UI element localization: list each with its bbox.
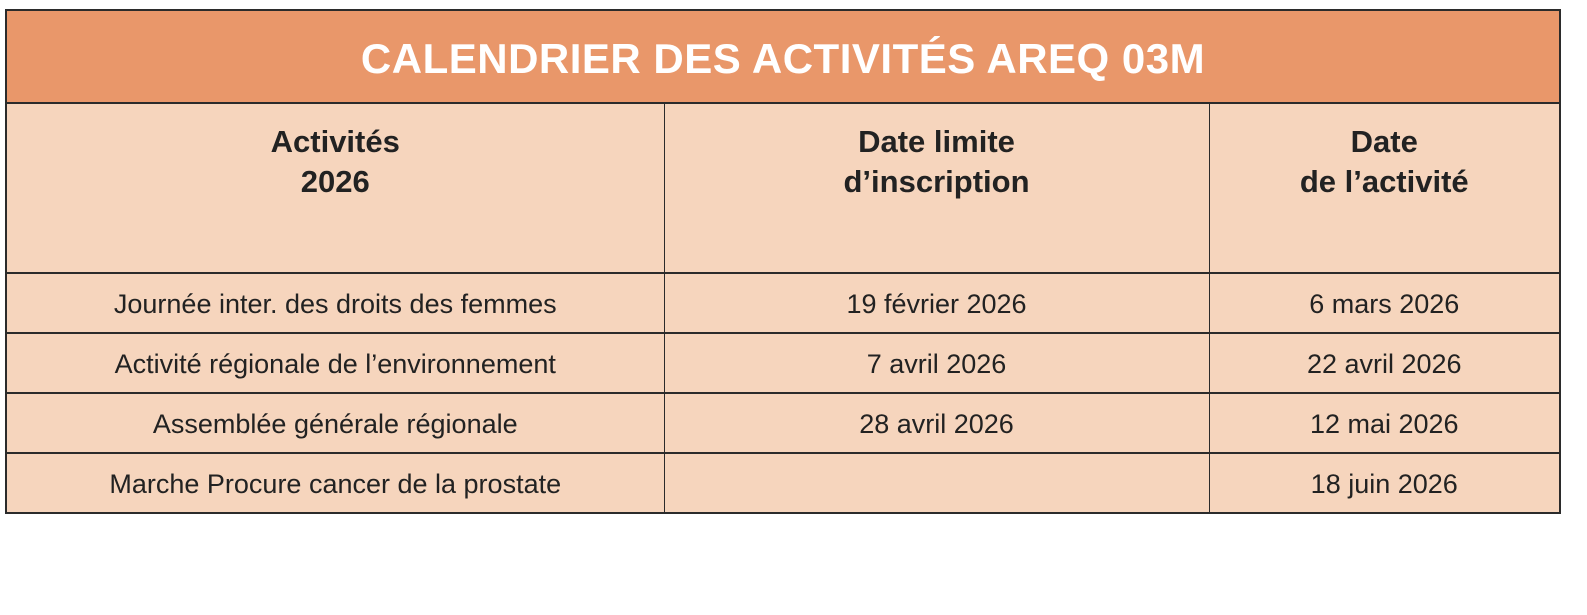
activity-cell: Activité régionale de l’environnement: [7, 333, 664, 393]
activity-cell: Marche Procure cancer de la prostate: [7, 453, 664, 512]
activity-calendar: [5, 9, 1561, 514]
table-row: [7, 273, 1559, 333]
deadline-cell: 19 février 2026: [664, 273, 1209, 333]
deadline-cell: [664, 453, 1209, 512]
calendar-title: CALENDRIER DES ACTIVITÉS AREQ 03M: [360, 34, 1206, 82]
date-cell: 6 mars 2026: [1209, 273, 1559, 333]
date-cell: 22 avril 2026: [1209, 333, 1559, 393]
title-bar: [7, 11, 1559, 104]
table-row: [7, 393, 1559, 453]
table-row: [7, 333, 1559, 393]
column-header-line: Date: [1350, 124, 1418, 159]
column-header-activities: [7, 104, 664, 273]
table-row: [7, 453, 1559, 512]
column-header-deadline: [664, 104, 1209, 273]
column-header-line: Date limite: [858, 124, 1015, 159]
deadline-cell: 7 avril 2026: [664, 333, 1209, 393]
activities-table: [7, 104, 1559, 512]
deadline-cell: 28 avril 2026: [664, 393, 1209, 453]
column-header-line: d’inscription: [843, 164, 1030, 199]
activity-cell: Journée inter. des droits des femmes: [113, 288, 557, 319]
column-header-date: [1209, 104, 1559, 273]
table-header-row: [7, 104, 1559, 273]
column-header-line: 2026: [300, 164, 370, 199]
column-header-line: de l’activité: [1299, 164, 1469, 199]
date-cell: 12 mai 2026: [1209, 393, 1559, 453]
column-header-line: Activités: [270, 124, 400, 159]
date-cell: 18 juin 2026: [1209, 453, 1559, 512]
activity-cell: Assemblée générale régionale: [7, 393, 664, 453]
